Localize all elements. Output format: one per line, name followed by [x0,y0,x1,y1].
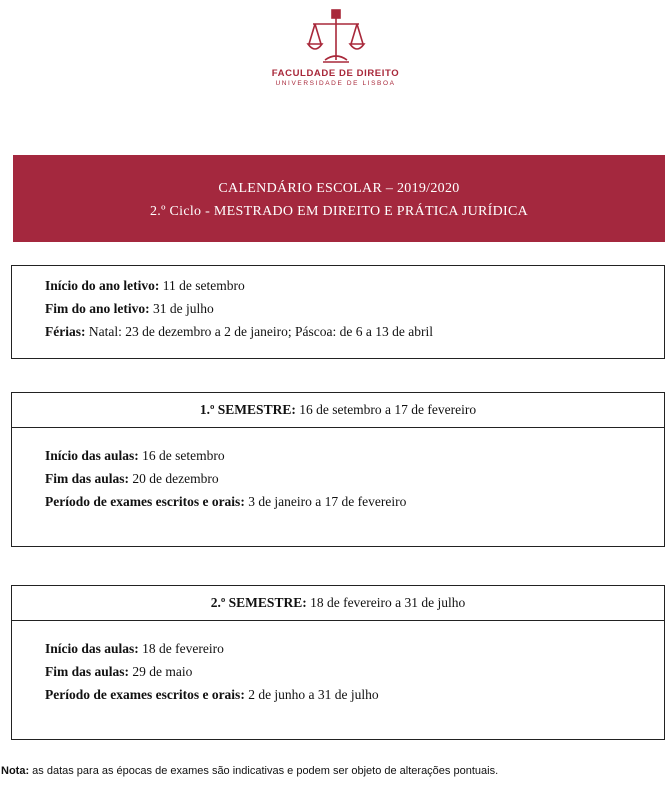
s1-classes-end-row [45,467,664,490]
footnote-text: as datas para as épocas de exames são indicativas e podem ser objeto de alterações pontuais. [29,765,499,777]
scales-of-justice-icon [305,8,367,66]
university-name: UNIVERSIDADE DE LISBOA [275,80,396,87]
year-start-value: 11 de setembro [159,278,245,293]
s1-classes-end-label: Fim das aulas: [45,471,130,486]
institution-name: FACULDADE DE DIREITO [271,68,400,79]
s1-exams-value: 3 de janeiro a 17 de fevereiro [244,494,407,509]
semester-2-title: 2.º SEMESTRE: [210,595,307,610]
holidays-value: Natal: 23 de dezembro a 2 de janeiro; Páscoa: de 6 a 13 de abril [85,324,433,339]
s2-classes-end-row [45,660,664,683]
banner-title: CALENDÁRIO ESCOLAR – 2019/2020 [218,181,460,196]
faculty-logo [0,8,671,87]
s1-classes-start-label: Início das aulas: [45,448,139,463]
s1-classes-start-row [45,444,664,467]
holidays-row [45,320,664,343]
semester-1-box [11,392,665,547]
semester-2-header [12,586,664,621]
banner-subtitle: 2.º Ciclo - MESTRADO EM DIREITO E PRÁTICA JURÍDICA [149,204,529,219]
semester-1-range: 16 de setembro a 17 de fevereiro [295,402,477,417]
year-end-row [45,297,664,320]
s2-classes-end-label: Fim das aulas: [45,664,130,679]
year-end-value: 31 de julho [149,301,214,316]
s2-classes-end-value: 29 de maio [129,664,193,679]
year-start-label: Início do ano letivo: [45,278,160,293]
footnote [1,765,669,777]
s1-classes-end-value: 20 de dezembro [129,471,219,486]
academic-year-box [11,265,665,359]
semester-2-range: 18 de fevereiro a 31 de julho [306,595,466,610]
semester-1-title: 1.º SEMESTRE: [199,402,296,417]
s2-classes-start-value: 18 de fevereiro [138,641,224,656]
semester-1-header [12,393,664,428]
year-start-row [45,274,664,297]
s1-classes-start-value: 16 de setembro [138,448,225,463]
s2-exams-label: Período de exames escritos e orais: [45,687,245,702]
s1-exams-row [45,490,664,513]
holidays-label: Férias: [45,324,86,339]
s2-exams-row [45,683,664,706]
year-end-label: Fim do ano letivo: [45,301,150,316]
footnote-label: Nota: [1,765,30,777]
s2-classes-start-label: Início das aulas: [45,641,139,656]
s2-exams-value: 2 de junho a 31 de julho [244,687,379,702]
s1-exams-label: Período de exames escritos e orais: [45,494,245,509]
semester-2-box [11,585,665,740]
s2-classes-start-row [45,637,664,660]
calendar-banner [13,155,665,242]
